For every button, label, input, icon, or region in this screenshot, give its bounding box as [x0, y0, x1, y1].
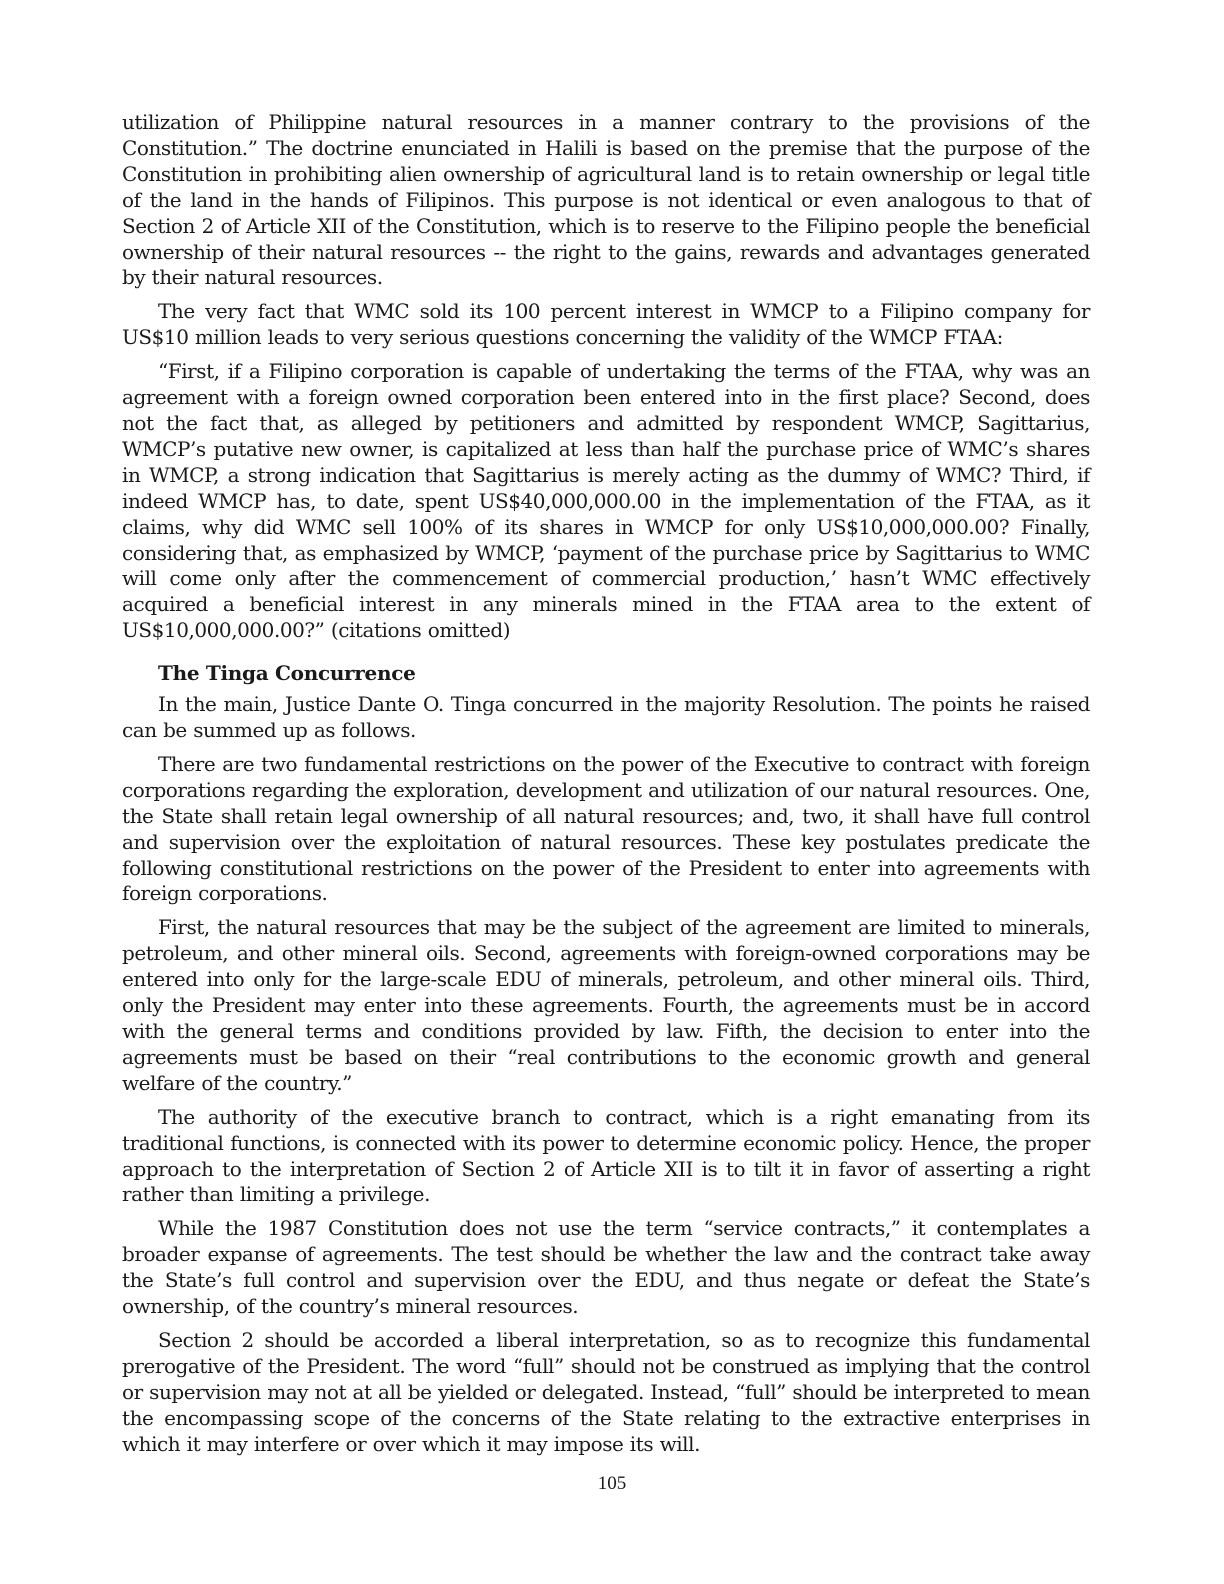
paragraph-constitutional-restrictions: First, the natural resources that may be the subject of the agreement are limited to minerals, petroleum, and other mineral oils. Second, agreements with foreign-owned corporations may be entered into only for the large-scale EDU of minerals, petroleum, and other mineral oils. Third, only the President may enter into these agreements. Fourth, the agreements must be in accord with the general terms and conditions provided by law. Fifth, the decision to enter into the agreements must be based on their “real contributions to the economic growth and general welfare of the country.” [122, 915, 1090, 1095]
paragraph-quoted-questions: “First, if a Filipino corporation is capable of undertaking the terms of the FTAA, why was an agreement with a foreign owned corporation been entered into in the first place? Second, does not the fact that, as alleged by petitioners and admitted by respondent WMCP, Sagittarius, WMCP’s putative new owner, is capitalized at less than half the purchase price of WMC’s shares in WMCP, a strong indication that Sagittarius is merely acting as the dummy of WMC? Third, if indeed WMCP has, to date, spent US$40,000,000.00 in the implementation of the FTAA, as it claims, why did WMC sell 100% of its shares in WMCP for only US$10,000,000.00? Finally, considering that, as emphasized by WMCP, ‘payment of the purchase price by Sagittarius to WMC will come only after the commencement of commercial production,’ hasn’t WMC effectively acquired a beneficial interest in any minerals mined in the FTAA area to the extent of US$10,000,000.00?” (citations omitted) [122, 359, 1090, 643]
paragraph-tinga-summary: In the main, Justice Dante O. Tinga concurred in the majority Resolution. The points he raised can be summed up as follows. [122, 692, 1090, 743]
paragraph-fundamental-restrictions: There are two fundamental restrictions on the power of the Executive to contract with foreign corporations regarding the exploration, development and utilization of our natural resources. One, the State shall retain legal ownership of all natural resources; and, two, it shall have full control and supervision over the exploitation of natural resources. These key postulates predicate the following constitutional restrictions on the power of the President to enter into agreements with foreign corporations. [122, 751, 1090, 906]
paragraph-service-contracts: While the 1987 Constitution does not use the term “service contracts,” it contemplates a broader expanse of agreements. The test should be whether the law and the contract take away the State’s full control and supervision over the EDU, and thus negate or defeat the State’s ownership, of the country’s mineral resources. [122, 1216, 1090, 1319]
paragraph-liberal-interpretation: Section 2 should be accorded a liberal interpretation, so as to recognize this fundamental prerogative of the President. The word “full” should not be construed as implying that the control or supervision may not at all be yielded or delegated. Instead, “full” should be interpreted to mean the encompassing scope of the concerns of the State relating to the extractive enterprises in which it may interfere or over which it may impose its will. [122, 1327, 1090, 1456]
page-number: 105 [597, 1473, 627, 1494]
paragraph-wmc-sale: The very fact that WMC sold its 100 percent interest in WMCP to a Filipino company for US$10 million leads to very serious questions concerning the validity of the WMCP FTAA: [122, 299, 1090, 350]
document-body [122, 110, 1090, 1466]
paragraph-executive-authority: The authority of the executive branch to contract, which is a right emanating from its traditional functions, is connected with its power to determine economic policy. Hence, the proper approach to the interpretation of Section 2 of Article XII is to tilt it in favor of asserting a right rather than limiting a privilege. [122, 1104, 1090, 1207]
paragraph-halili-continuation: utilization of Philippine natural resources in a manner contrary to the provisions of the Constitution.” The doctrine enunciated in Halili is based on the premise that the purpose of the Constitution in prohibiting alien ownership of agricultural land is to retain ownership or legal title of the land in the hands of Filipinos. This purpose is not identical or even analogous to that of Section 2 of Article XII of the Constitution, which is to reserve to the Filipino people the beneficial ownership of their natural resources -- the right to the gains, rewards and advantages generated by their natural resources. [122, 110, 1090, 290]
section-heading: The Tinga Concurrence [158, 661, 416, 686]
